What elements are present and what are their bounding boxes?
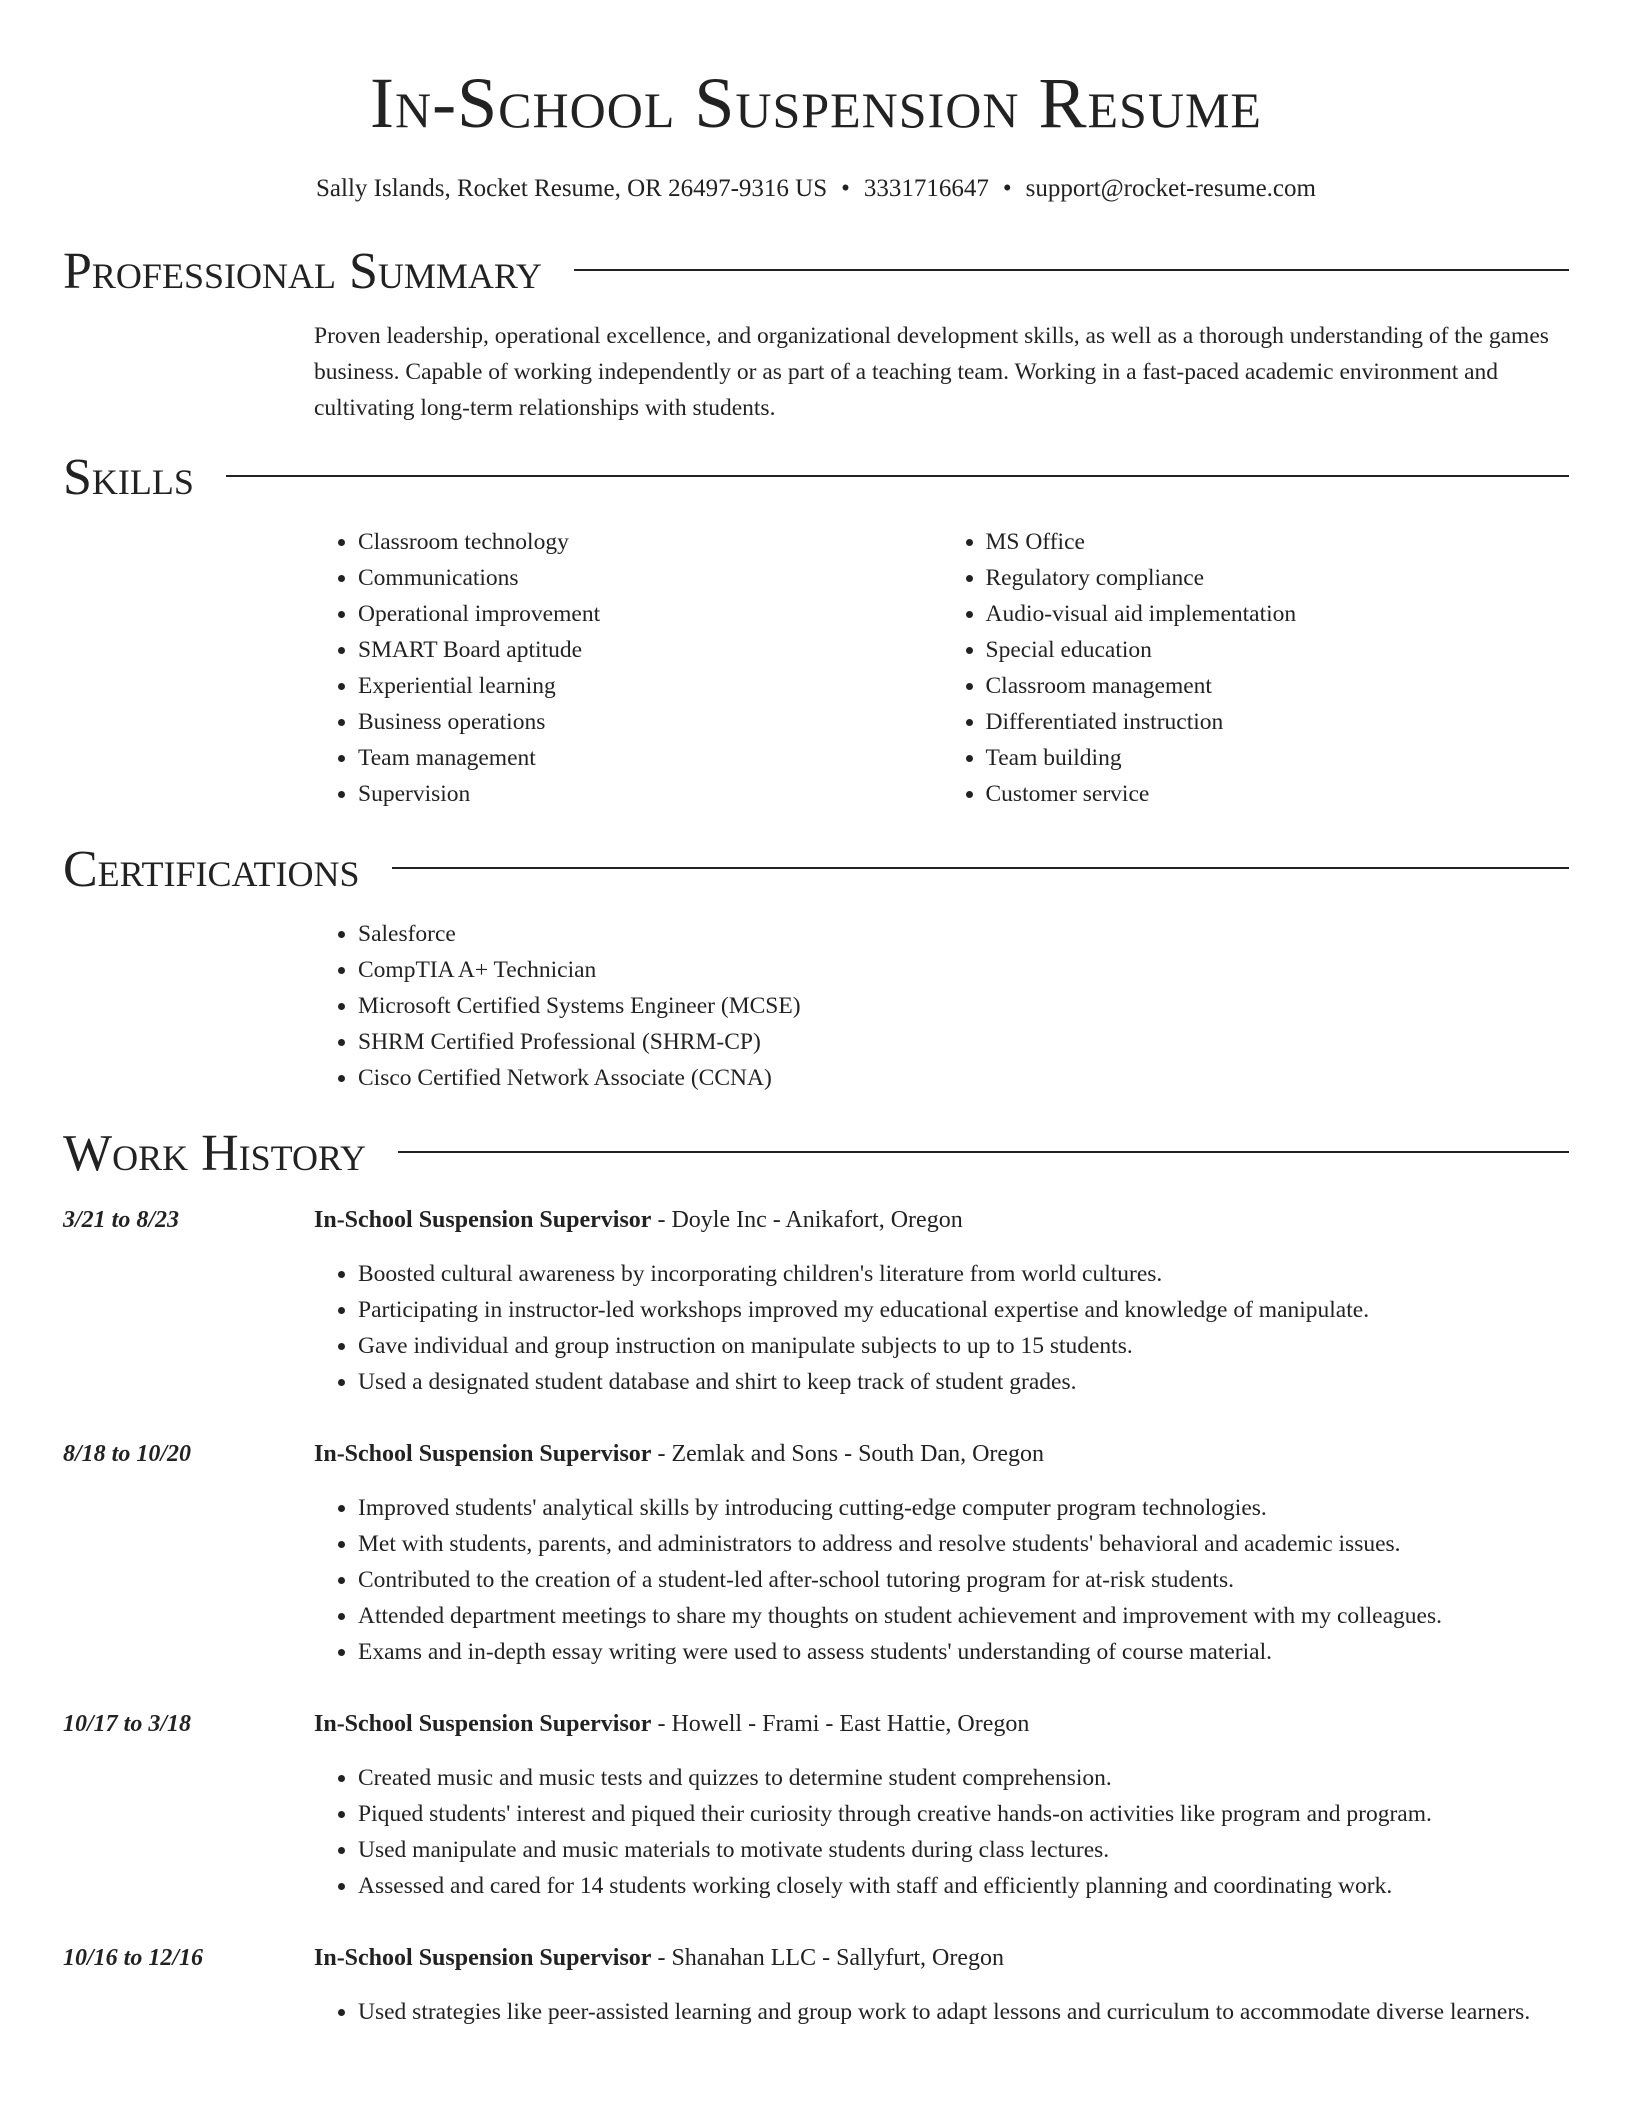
job-bullet: • Met with students, parents, and administrators to address and resolve students' behavioral and academic issues. (358, 1526, 1569, 1562)
skill-item: • Special education (986, 632, 1570, 668)
job-bullets (314, 1760, 1569, 1904)
job-bullet: • Piqued students' interest and piqued their curiosity through creative hands-on activities like program and program. (358, 1796, 1569, 1832)
summary-section-header (63, 242, 1569, 302)
work-heading: Work History (63, 1125, 367, 1182)
job-bullet: • Used manipulate and music materials to motivate students during class lectures. (358, 1832, 1569, 1868)
skill-item: • Operational improvement (358, 596, 942, 632)
skill-item: • Team building (986, 740, 1570, 776)
job-title: In-School Suspension Supervisor (314, 1441, 652, 1467)
job-employer-location: - Doyle Inc - Anikafort, Oregon (651, 1207, 963, 1233)
job-heading (314, 1940, 1569, 1976)
job-body (314, 1202, 1569, 1400)
job-bullets (314, 1256, 1569, 1400)
job-heading (314, 1202, 1569, 1238)
job-bullet: • Used a designated student database and shirt to keep track of student grades. (358, 1364, 1569, 1400)
job-dates: 10/17 to 3/18 (63, 1711, 192, 1737)
certification-item: • SHRM Certified Professional (SHRM-CP) (358, 1024, 1569, 1060)
certifications-section-header (63, 840, 1569, 900)
certifications-heading: Certifications (63, 841, 360, 898)
email: support@rocket-resume.com (1025, 175, 1316, 202)
section-divider (392, 867, 1569, 869)
skill-item: • Business operations (358, 704, 942, 740)
job-employer-location: - Howell - Frami - East Hattie, Oregon (651, 1711, 1030, 1737)
phone: 3331716647 (863, 175, 989, 202)
certification-item: • CompTIA A+ Technician (358, 952, 1569, 988)
skills-heading: Skills (63, 449, 194, 506)
job-entry (63, 1940, 1569, 2030)
job-employer-location: - Zemlak and Sons - South Dan, Oregon (651, 1441, 1045, 1467)
job-body (314, 1940, 1569, 2030)
work-history-list (63, 1202, 1569, 2030)
skill-item: • Classroom technology (358, 524, 942, 560)
job-employer-location: - Shanahan LLC - Sallyfurt, Oregon (651, 1945, 1005, 1971)
job-bullets (314, 1994, 1569, 2030)
job-heading (314, 1436, 1569, 1472)
skill-item: • MS Office (986, 524, 1570, 560)
job-dates: 10/16 to 12/16 (63, 1945, 204, 1971)
certifications-list (314, 916, 1569, 1096)
certifications-items (314, 916, 1569, 1096)
job-title: In-School Suspension Supervisor (314, 1945, 652, 1971)
job-entry (63, 1202, 1569, 1400)
contact-line (63, 172, 1569, 206)
job-bullet: • Contributed to the creation of a student-led after-school tutoring program for at-risk students. (358, 1562, 1569, 1598)
job-bullet: • Used strategies like peer-assisted learning and group work to adapt lessons and curriculum to accommodate diverse learners. (358, 1994, 1569, 2030)
job-bullet: • Created music and music tests and quizzes to determine student comprehension. (358, 1760, 1569, 1796)
skill-item: • Regulatory compliance (986, 560, 1570, 596)
job-body (314, 1706, 1569, 1904)
summary-heading: Professional Summary (63, 243, 542, 300)
job-bullet: • Attended department meetings to share my thoughts on student achievement and improvement with my colleagues. (358, 1598, 1569, 1634)
skill-item: • Supervision (358, 776, 942, 812)
job-title: In-School Suspension Supervisor (314, 1711, 652, 1737)
separator-dot: • (841, 175, 850, 202)
certification-item: • Cisco Certified Network Associate (CCNA) (358, 1060, 1569, 1096)
certification-item: • Salesforce (358, 916, 1569, 952)
section-divider (226, 475, 1569, 477)
separator-dot: • (1002, 175, 1012, 202)
skill-item: • Team management (358, 740, 942, 776)
skill-item: • Customer service (986, 776, 1570, 812)
skill-item: • Audio-visual aid implementation (986, 596, 1570, 632)
job-bullets (314, 1490, 1569, 1670)
address: Sally Islands, Rocket Resume, OR 26497-9316 US (316, 175, 828, 202)
job-title: In-School Suspension Supervisor (314, 1207, 652, 1233)
job-bullet: • Exams and in-depth essay writing were used to assess students' understanding of course material. (358, 1634, 1569, 1670)
skills-column-left (314, 524, 942, 812)
skills-section-header (63, 448, 1569, 508)
job-body (314, 1436, 1569, 1670)
skills-column-right (942, 524, 1570, 812)
job-bullet: • Improved students' analytical skills by introducing cutting-edge computer program technologies. (358, 1490, 1569, 1526)
skill-item: • SMART Board aptitude (358, 632, 942, 668)
job-dates: 8/18 to 10/20 (63, 1441, 192, 1467)
job-entry (63, 1706, 1569, 1904)
skill-item: • Differentiated instruction (986, 704, 1570, 740)
section-divider (574, 269, 1569, 271)
job-bullet: • Assessed and cared for 14 students working closely with staff and efficiently planning and coordinating work. (358, 1868, 1569, 1904)
resume-title: In-School Suspension Resume (370, 63, 1262, 143)
job-entry (63, 1436, 1569, 1670)
job-heading (314, 1706, 1569, 1742)
certification-item: • Microsoft Certified Systems Engineer (MCSE) (358, 988, 1569, 1024)
summary-text: Proven leadership, operational excellence, and organizational development skills, as well as a thorough understanding of the games business. Capable of working independently or as part of a teaching team. Working in a fast-paced academic environment and cultivating long-term relationships with students. (314, 323, 1549, 421)
skill-item: • Communications (358, 560, 942, 596)
skill-item: • Classroom management (986, 668, 1570, 704)
job-bullet: • Gave individual and group instruction on manipulate subjects to up to 15 students. (358, 1328, 1569, 1364)
job-bullet: • Boosted cultural awareness by incorporating children's literature from world cultures. (358, 1256, 1569, 1292)
job-dates: 3/21 to 8/23 (63, 1207, 180, 1233)
section-divider (398, 1151, 1569, 1153)
skill-item: • Experiential learning (358, 668, 942, 704)
skills-list (314, 524, 1569, 812)
work-section-header (63, 1124, 1569, 1184)
job-bullet: • Participating in instructor-led workshops improved my educational expertise and knowledge of manipulate. (358, 1292, 1569, 1328)
